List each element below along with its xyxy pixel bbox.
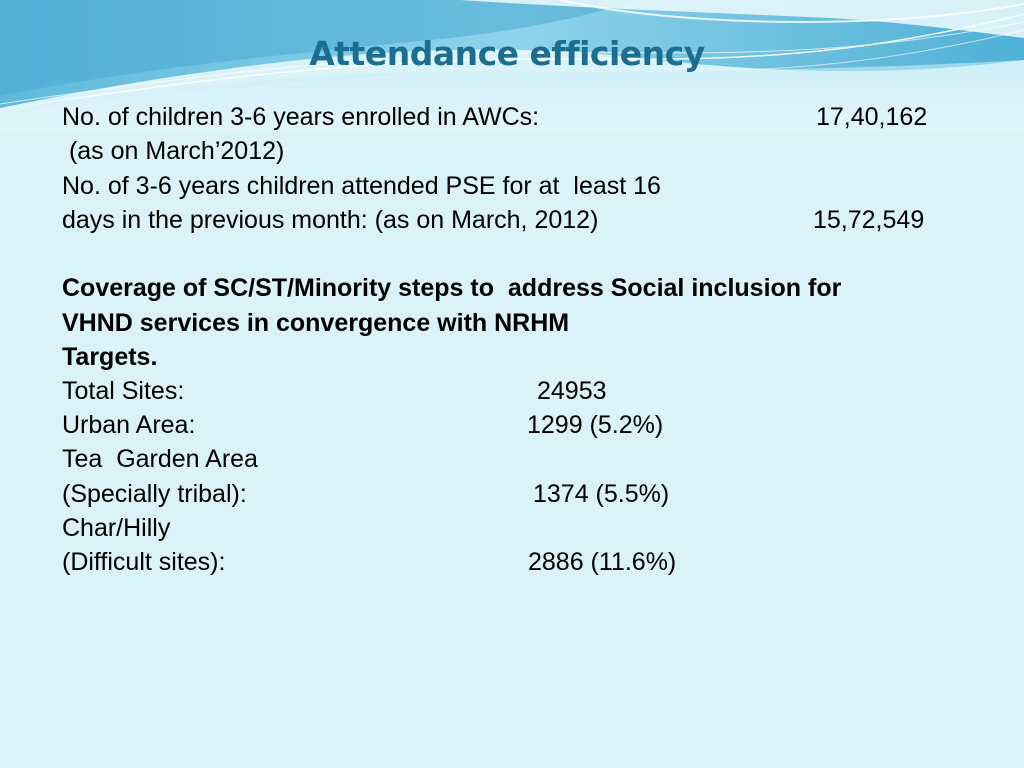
total-sites-label: Total Sites: xyxy=(62,377,185,405)
tea-garden-value: 1374 (5.5%) xyxy=(533,480,670,508)
enrollment-date-note: (as on March’2012) xyxy=(62,137,285,165)
coverage-heading-line1: Coverage of SC/ST/Minority steps to address Social inclusion for xyxy=(62,274,842,302)
tea-garden-label: Tea Garden Area xyxy=(62,445,258,473)
urban-area-value: 1299 (5.2%) xyxy=(527,411,664,439)
attendance-label-line2: days in the previous month: (as on March, 2012) xyxy=(62,206,599,234)
attendance-value: 15,72,549 xyxy=(813,206,925,234)
urban-area-label: Urban Area: xyxy=(62,411,196,439)
targets-label: Targets. xyxy=(62,343,158,371)
total-sites-value: 24953 xyxy=(537,377,607,405)
char-hilly-sublabel: (Difficult sites): xyxy=(62,548,226,576)
attendance-label-line1: No. of 3-6 years children attended PSE for at least 16 xyxy=(62,172,661,200)
slide-title: Attendance efficiency xyxy=(309,34,705,73)
enrollment-value: 17,40,162 xyxy=(816,103,928,131)
char-hilly-value: 2886 (11.6%) xyxy=(528,548,677,576)
char-hilly-label: Char/Hilly xyxy=(62,514,171,542)
tea-garden-sublabel: (Specially tribal): xyxy=(62,480,247,508)
coverage-heading-line2: VHND services in convergence with NRHM xyxy=(62,309,570,337)
enrollment-label: No. of children 3-6 years enrolled in AWCs: xyxy=(62,103,540,131)
